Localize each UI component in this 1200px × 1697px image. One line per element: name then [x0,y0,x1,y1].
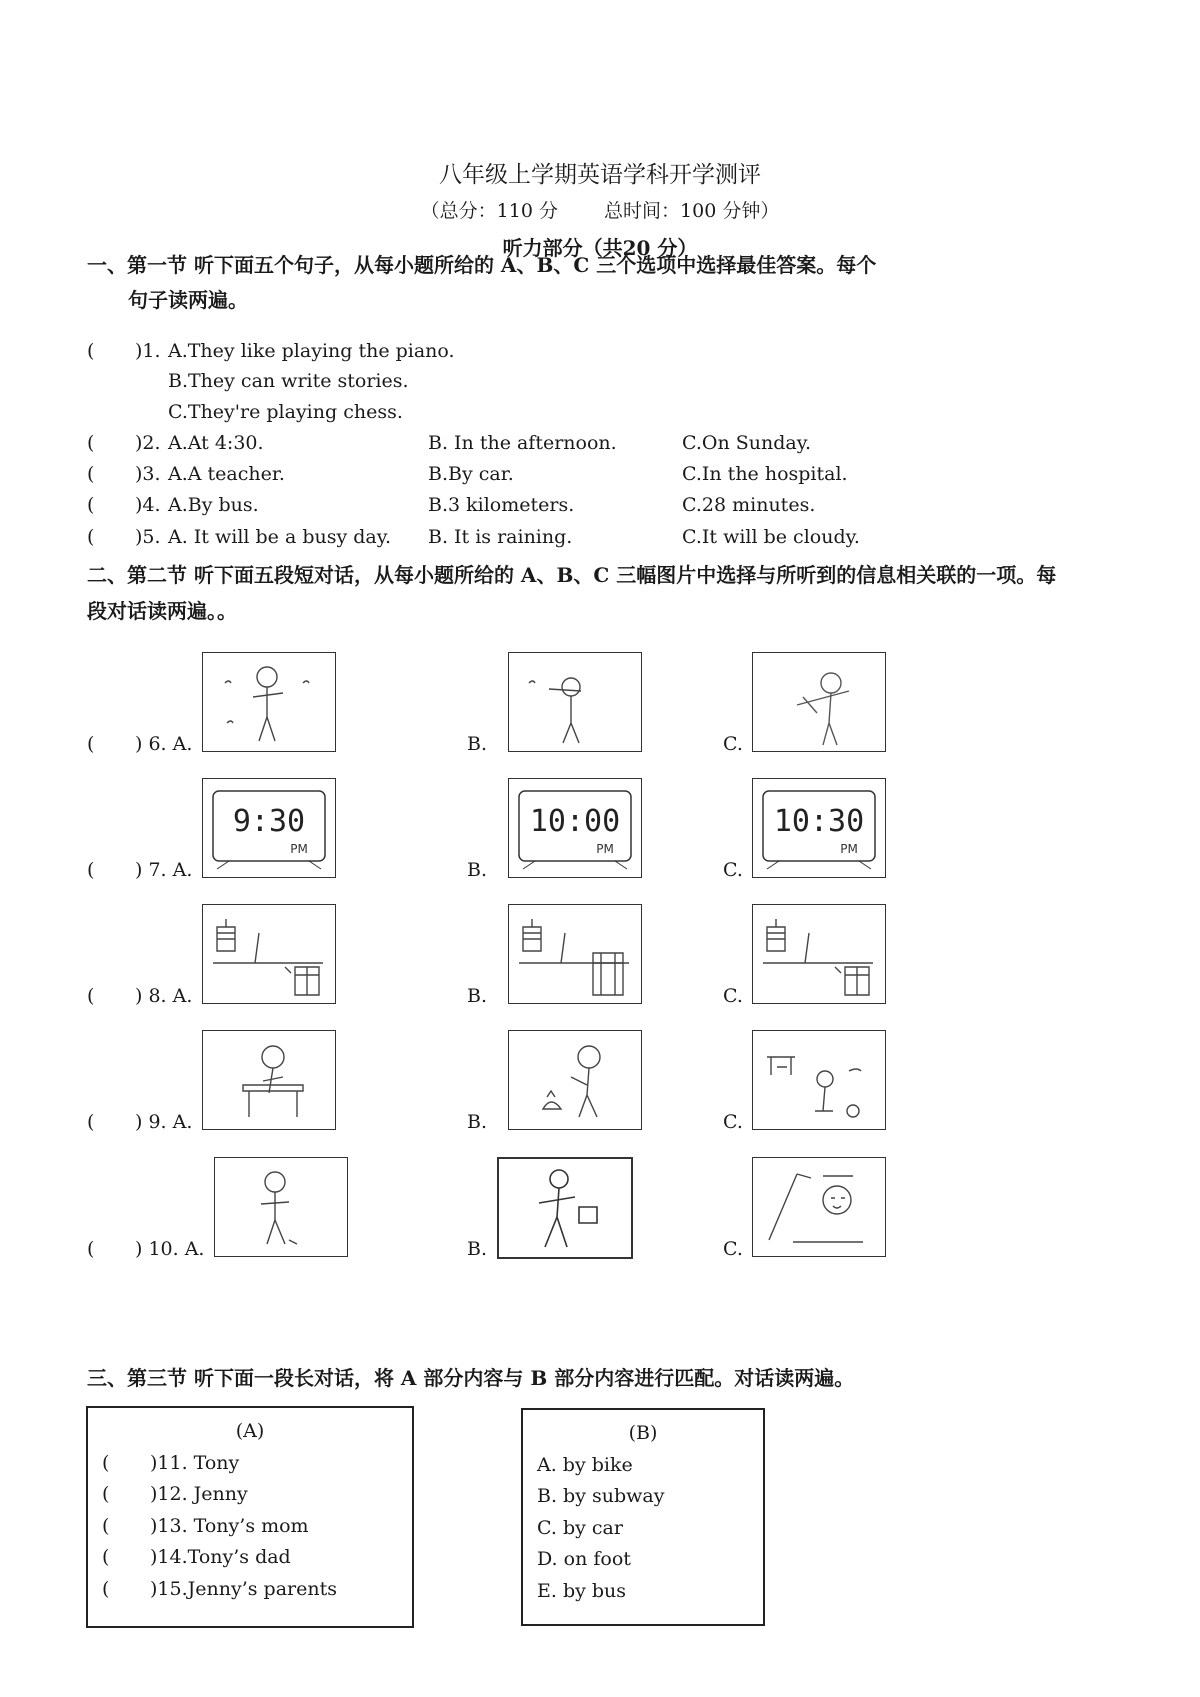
option-b-label: B. [467,1111,488,1133]
option-b: B.By car. [428,463,514,485]
home-to-school-map-icon [753,905,885,1003]
reading-at-desk-icon [203,1031,335,1129]
picture-8c[interactable] [752,904,886,1004]
match-option: A. by bike [537,1454,633,1476]
section1-instruction-cont: 句子读两遍。 [128,288,248,312]
answer-paren[interactable]: ( [87,1238,95,1260]
option-b-label: B. [467,733,488,755]
violin-player-icon [753,653,885,751]
total-time: 总时间：100 分钟） [604,200,780,222]
option-c-label: C. [723,1238,743,1260]
match-box-b [521,1408,765,1626]
picture-9a[interactable] [202,1030,336,1130]
answer-paren[interactable]: ( [102,1578,110,1600]
part-heading: 听力部分（共20 分） [502,236,698,260]
match-item: )14.Tony’s dad [150,1546,291,1568]
picture-9b[interactable] [508,1030,642,1130]
question-label: ) 7. A. [135,859,193,881]
answer-paren[interactable]: ( [87,859,95,881]
picture-7c[interactable] [752,778,886,878]
svg-text:PM: PM [290,842,308,856]
picture-10c[interactable] [752,1157,886,1257]
total-score: （总分：110 分 [420,200,558,222]
option-a: A.By bus. [168,494,259,516]
picture-7a[interactable] [202,778,336,878]
answer-paren[interactable]: ( [87,340,95,362]
question-number: )5. [135,526,161,548]
svg-text:10:30: 10:30 [773,804,865,839]
answer-paren[interactable]: ( [102,1452,110,1474]
svg-text:10:00: 10:00 [529,804,621,839]
picture-6b[interactable] [508,652,642,752]
answer-paren[interactable]: ( [87,494,95,516]
match-item: )15.Jenny’s parents [150,1578,337,1600]
option-c: C.28 minutes. [682,494,816,516]
option-b: B.3 kilometers. [428,494,575,516]
exam-meta [0,196,1200,223]
svg-text:9:30: 9:30 [232,804,306,839]
person-carrying-bag-icon [499,1159,631,1257]
picture-10b[interactable] [497,1157,633,1259]
section3-instruction: 三、第三节 听下面一段长对话，将 A 部分内容与 B 部分内容进行匹配。对话读两遍。 [87,1366,855,1390]
question-number: )3. [135,463,161,485]
match-item: )13. Tony’s mom [150,1515,309,1537]
svg-text:PM: PM [840,842,858,856]
picture-6c[interactable] [752,652,886,752]
singing-person-icon [203,653,335,751]
box-a-heading: (A) [235,1420,265,1442]
option-c: C.In the hospital. [682,463,848,485]
option-c-label: C. [723,859,743,881]
picture-8b[interactable] [508,904,642,1004]
question-label: ) 10. A. [135,1238,205,1260]
option-b: B. It is raining. [428,526,573,548]
option-b-label: B. [467,985,488,1007]
match-item: )11. Tony [150,1452,240,1474]
boy-with-cat-icon [509,1031,641,1129]
question-label: ) 9. A. [135,1111,193,1133]
digital-clock-icon [509,779,641,877]
section1-instruction: 一、第一节 听下面五个句子，从每小题所给的 A、B、C 三个选项中选择最佳答案。每个 [87,253,877,277]
answer-paren[interactable]: ( [87,463,95,485]
kids-at-blackboard-icon [753,1031,885,1129]
option-b: B.They can write stories. [168,370,409,392]
answer-paren[interactable]: ( [87,1111,95,1133]
home-to-school-map-icon [203,905,335,1003]
answer-paren[interactable]: ( [102,1546,110,1568]
option-a: A. It will be a busy day. [168,526,391,548]
picture-7b[interactable] [508,778,642,878]
answer-paren[interactable]: ( [87,432,95,454]
option-c: C.They're playing chess. [168,401,403,423]
svg-text:PM: PM [596,842,614,856]
option-a: A.A teacher. [168,463,285,485]
answer-paren[interactable]: ( [87,526,95,548]
picture-6a[interactable] [202,652,336,752]
match-option: C. by car [537,1517,623,1539]
section2-instruction-cont: 段对话读两遍。。 [87,599,237,623]
home-to-library-map-icon [509,905,641,1003]
picture-8a[interactable] [202,904,336,1004]
question-label: ) 8. A. [135,985,193,1007]
answer-paren[interactable]: ( [87,985,95,1007]
match-option: B. by subway [537,1485,665,1507]
option-c-label: C. [723,733,743,755]
option-c-label: C. [723,985,743,1007]
box-b-heading: (B) [628,1422,658,1444]
walking-girl-icon [215,1158,347,1256]
digital-clock-icon [203,779,335,877]
option-a: A.At 4:30. [168,432,264,454]
match-option: E. by bus [537,1580,627,1602]
match-box-a [86,1406,414,1628]
option-c-label: C. [723,1111,743,1133]
match-option: D. on foot [537,1548,631,1570]
answer-paren[interactable]: ( [102,1515,110,1537]
digital-clock-icon [753,779,885,877]
option-a: A.They like playing the piano. [168,340,455,362]
question-number: )2. [135,432,161,454]
flute-player-icon [509,653,641,751]
picture-10a[interactable] [214,1157,348,1257]
answer-paren[interactable]: ( [87,733,95,755]
page-title: 八年级上学期英语学科开学测评 [439,162,761,188]
match-item: )12. Jenny [150,1483,248,1505]
picture-9c[interactable] [752,1030,886,1130]
option-b: B. In the afternoon. [428,432,617,454]
answer-paren[interactable]: ( [102,1483,110,1505]
question-label: ) 6. A. [135,733,193,755]
option-c: C.On Sunday. [682,432,811,454]
question-number: )4. [135,494,161,516]
fishing-icon [753,1158,885,1256]
section2-instruction: 二、第二节 听下面五段短对话，从每小题所给的 A、B、C 三幅图片中选择与所听到的信息相关联的一项。每 [87,563,1057,587]
option-c: C.It will be cloudy. [682,526,860,548]
option-b-label: B. [467,1238,488,1260]
question-number: )1. [135,340,161,362]
option-b-label: B. [467,859,488,881]
